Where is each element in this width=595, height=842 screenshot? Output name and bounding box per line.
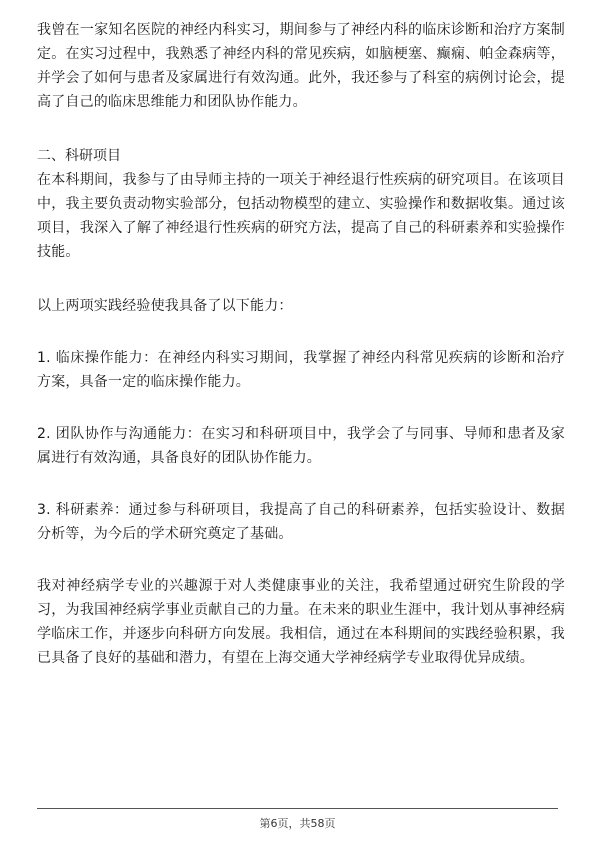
spacer <box>37 264 565 294</box>
paragraph-internship: 我曾在一家知名医院的神经内科实习，期间参与了神经内科的临床诊断和治疗方案制定。在实习过程中，我熟悉了神经内科的常见疾病，如脑梗塞、癫痫、帕金森病等，并学会了如何与患者及家属进行有效沟通。此外，我还参与了科室的病例讨论会，提高了自己的临床思维能力和团队协作能力。 <box>37 22 565 110</box>
list-item-ability-2: 2. 团队协作与沟通能力：在实习和科研项目中，我学会了与同事、导师和患者及家属进行有效沟通，具备良好的团队协作能力。 <box>37 426 565 466</box>
paragraph-research: 在本科期间，我参与了由导师主持的一项关于神经退行性疾病的研究项目。在该项目中，我主要负责动物实验部分，包括动物模型的建立、实验操作和数据收集。通过该项目，我深入了解了神经退行性疾病的研究方法，提高了自己的科研素养和实验操作技能。 <box>37 172 565 260</box>
spacer <box>37 318 565 346</box>
footer-divider <box>37 808 558 809</box>
paragraph-abilities-intro: 以上两项实践经验使我具备了以下能力： <box>37 298 293 314</box>
page-number: 第6页，共58页 <box>259 817 336 830</box>
spacer <box>37 546 565 574</box>
spacer <box>37 470 565 498</box>
section-heading-research: 二、科研项目 <box>37 148 121 164</box>
spacer <box>37 394 565 422</box>
document-body <box>37 18 565 670</box>
spacer <box>37 114 565 144</box>
list-item-ability-3: 3. 科研素养：通过参与科研项目，我提高了自己的科研素养，包括实验设计、数据分析等，为今后的学术研究奠定了基础。 <box>37 502 565 542</box>
paragraph-conclusion: 我对神经病学专业的兴趣源于对人类健康事业的关注，我希望通过研究生阶段的学习，为我国神经病学事业贡献自己的力量。在未来的职业生涯中，我计划从事神经病学临床工作，并逐步向科研方向发展。我相信，通过在本科期间的实践经验积累，我已具备了良好的基础和潜力，有望在上海交通大学神经病学专业取得优异成绩。 <box>37 578 565 666</box>
list-item-ability-1: 1. 临床操作能力：在神经内科实习期间，我掌握了神经内科常见疾病的诊断和治疗方案，具备一定的临床操作能力。 <box>37 350 565 390</box>
